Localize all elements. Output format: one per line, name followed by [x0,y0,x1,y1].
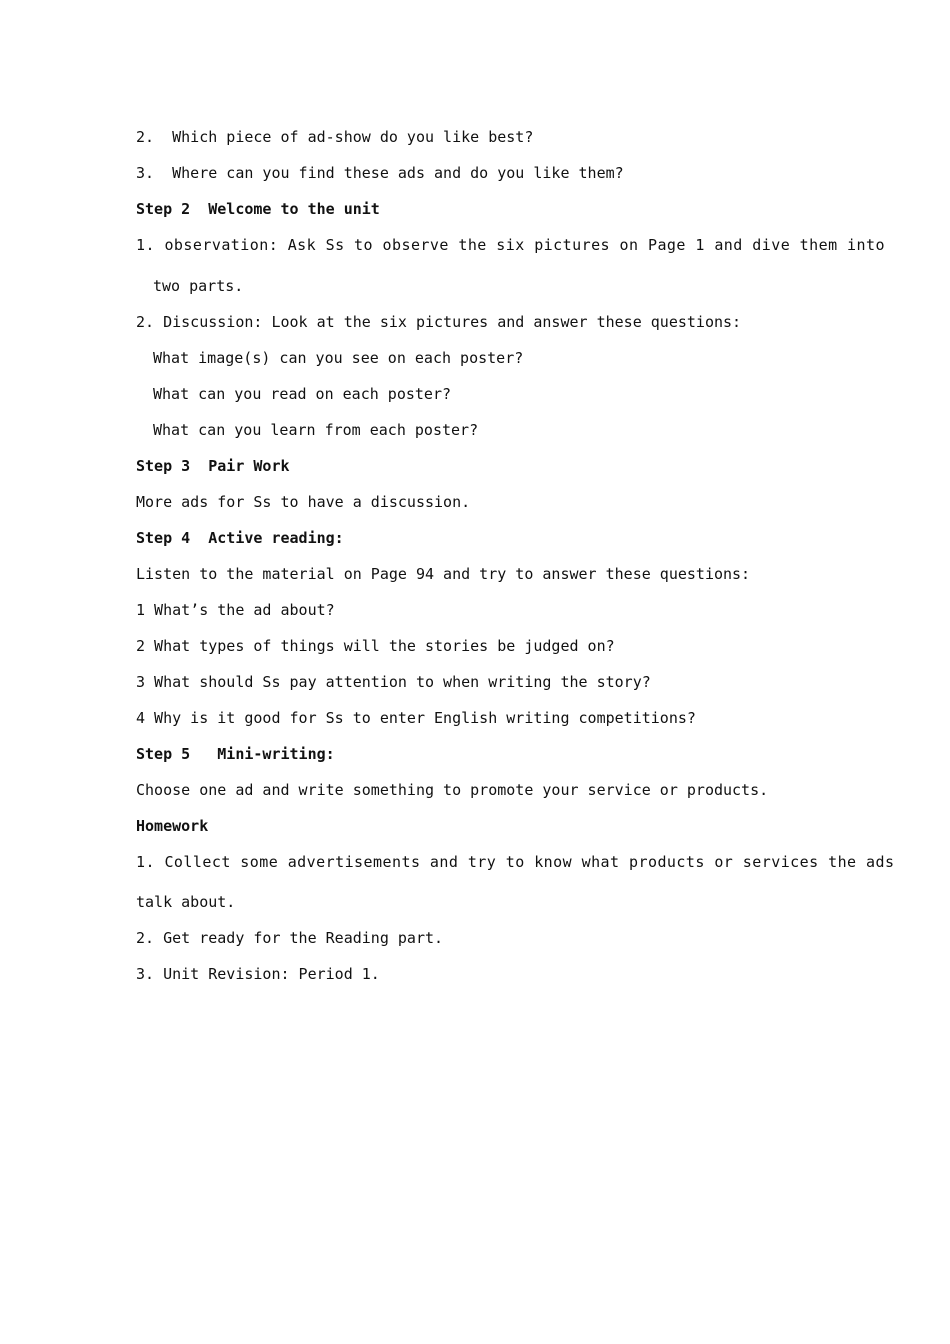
homework-item-2: 2. Get ready for the Reading part. [136,929,444,947]
step-3-text: More ads for Ss to have a discussion. [136,493,471,511]
step-4-question-4: 4 Why is it good for Ss to enter English writing competitions? [136,709,696,727]
step-2-item-1-line-1: 1. observation: Ask Ss to observe the six pictures on Page 1 and dive them into [136,236,885,254]
step-4-question-3: 3 What should Ss pay attention to when writing the story? [136,673,651,691]
homework-item-1-line-1: 1. Collect some advertisements and try to know what products or services the ads [136,853,895,871]
step-3-heading: Step 3 Pair Work [136,457,290,475]
step-5-heading: Step 5 Mini-writing: [136,745,335,763]
discussion-question-2: What can you read on each poster? [153,385,452,403]
homework-item-1-line-2: talk about. [136,893,236,911]
step-4-instruction: Listen to the material on Page 94 and try to answer these questions: [136,565,751,583]
homework-item-3: 3. Unit Revision: Period 1. [136,965,380,983]
step-4-heading: Step 4 Active reading: [136,529,344,547]
discussion-question-1: What image(s) can you see on each poster? [153,349,524,367]
step-4-question-2: 2 What types of things will the stories be judged on? [136,637,615,655]
question-3-line: 3. Where can you find these ads and do you like them? [136,164,624,182]
step-4-question-1: 1 What’s the ad about? [136,601,335,619]
step-2-item-2: 2. Discussion: Look at the six pictures and answer these questions: [136,313,742,331]
discussion-question-3: What can you learn from each poster? [153,421,479,439]
question-2-line: 2. Which piece of ad-show do you like best? [136,128,534,146]
homework-heading: Homework [136,817,209,835]
step-2-heading: Step 2 Welcome to the unit [136,200,380,218]
step-2-item-1-line-2: two parts. [153,277,244,295]
step-5-text: Choose one ad and write something to promote your service or products. [136,781,769,799]
